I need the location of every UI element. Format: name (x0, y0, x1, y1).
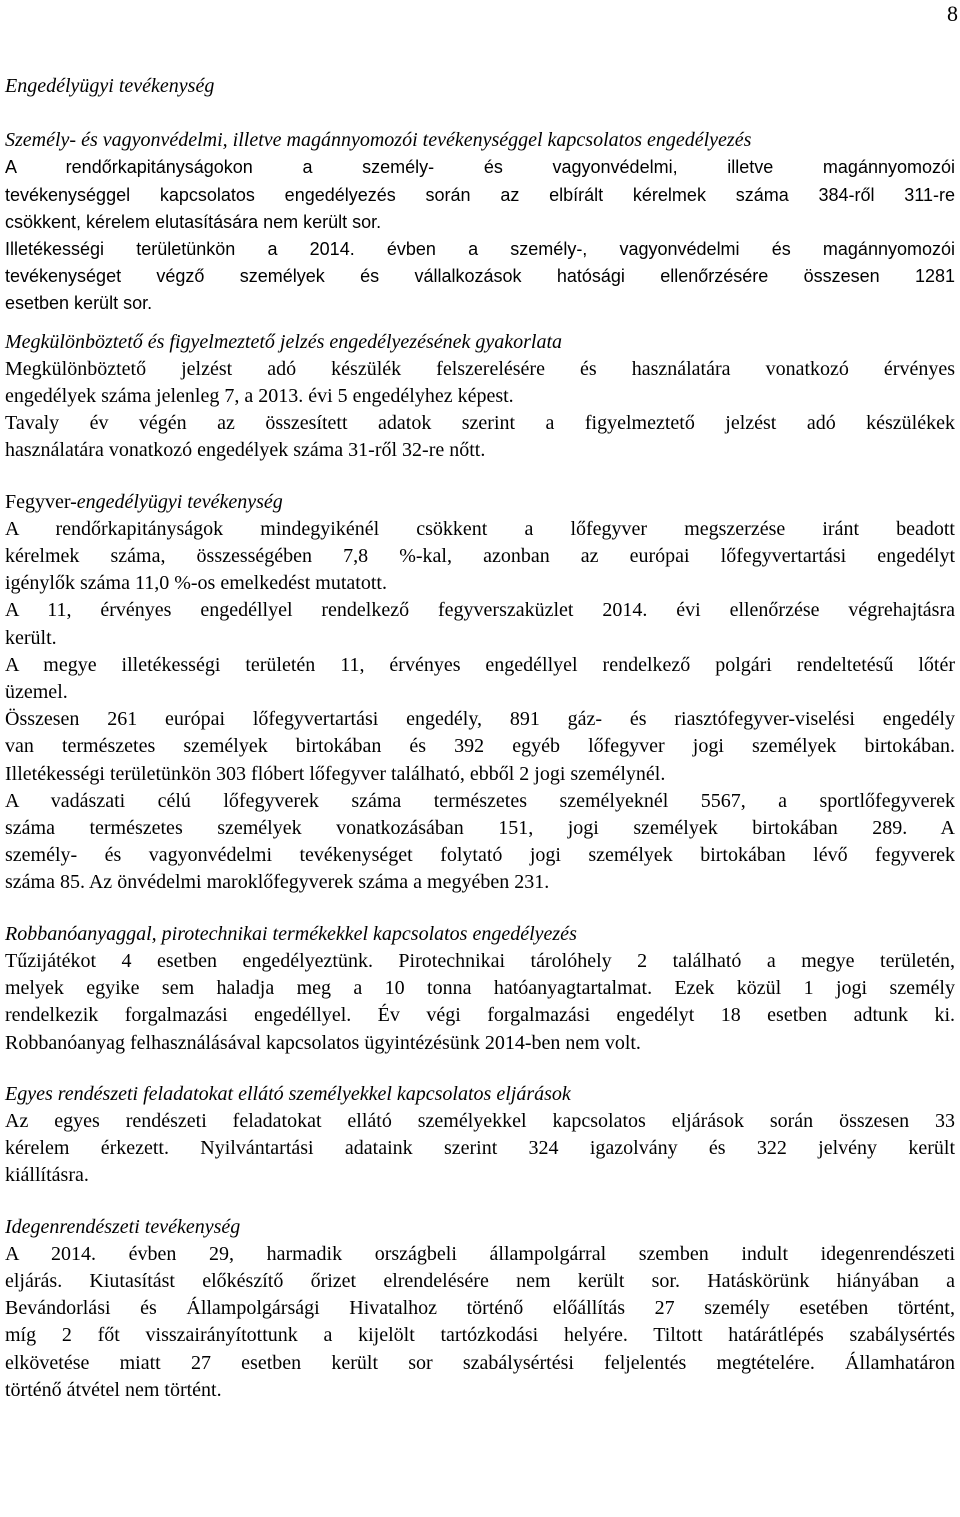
page-content (5, 73, 955, 1404)
text-line: kérelmek száma, összességében 7,8 %-kal, azonban az európai lőfegyvertartási engedélyt (5, 545, 955, 568)
text-line: eljárás. Kiutasítást előkészítő őrizet elrendelésére nem került sor. Hatáskörünk hiányában a (5, 1269, 955, 1292)
explosives-section (5, 921, 955, 1057)
text-line: engedélyek száma jelenleg 7, a 2013. évi 5 engedélyhez képest. (5, 385, 514, 408)
text-run: Illetékességi területünkön a 2014. (5, 239, 355, 260)
text-line: száma 85. Az önvédelmi maroklőfegyverek száma a megyében 231. (5, 871, 550, 894)
text-line: igénylők száma 11,0 %-os emelkedést mutatott. (5, 572, 387, 595)
signals-heading: Megkülönböztető és figyelmeztető jelzés engedélyezésének gyakorlata (5, 330, 563, 353)
text-line: Robbanóanyag felhasználásával kapcsolatos ügyintézésünk 2014-ben nem volt. (5, 1031, 641, 1054)
immigration-section (5, 1214, 955, 1404)
security-section (5, 127, 955, 317)
text-line: Megkülönböztető jelzést adó készülék felszerelésére és használatára vonatkozó érvényes (5, 357, 955, 380)
text-line: Bevándorlási és Állampolgársági Hivatalhoz történő előállítás 27 személy esetében történt, (5, 1297, 955, 1320)
policing-section (5, 1081, 955, 1190)
text-line: A rendőrkapitányságok mindegyikénél csökkent a lőfegyver megszerzése iránt beadott (5, 517, 955, 540)
text-line: esetben került sor. (5, 293, 153, 314)
page-number: 8 (947, 1, 958, 26)
text-line: A vadászati célú lőfegyverek száma természetes személyeknél 5567, a sportlőfegyverek (5, 789, 955, 812)
text-line: használatára vonatkozó engedélyek száma 31-ről 32-re nőtt. (5, 439, 486, 462)
explosives-heading: Robbanóanyaggal, pirotechnikai termékekkel kapcsolatos engedélyezés (5, 922, 577, 945)
firearms-paragraph-1 (5, 516, 955, 598)
text-line: csökkent, kérelem elutasítására nem került sor. (5, 211, 382, 232)
signals-paragraph-1 (5, 356, 955, 410)
text-line: míg 2 főt visszairányítottunk a kijelölt tartózkodási helyére. Tiltott határátlépés szabálysértés (5, 1324, 955, 1347)
text-line: került. (5, 626, 57, 649)
text-line: A 11, érvényes engedéllyel rendelkező fegyverszaküzlet 2014. évi ellenőrzése végrehajtásra (5, 599, 955, 622)
text-run: évben a személy-, vagyonvédelmi és magánnyomozói (354, 239, 955, 260)
signals-section (5, 329, 955, 465)
text-line: Illetékességi területünkön 303 flóbert lőfegyver található, ebből 2 jogi személynél. (5, 762, 666, 785)
firearms-paragraph-4 (5, 706, 955, 788)
text-line: A megye illetékességi területén 11, érvényes engedéllyel rendelkező polgári rendeltetésű lőtér (5, 653, 955, 676)
security-heading: Személy- és vagyonvédelmi, illetve magánnyomozói tevékenységgel kapcsolatos engedélyezés (5, 129, 752, 152)
firearms-heading-part-b: engedélyügyi tevékenység (76, 490, 283, 513)
text-line: van természetes személyek birtokában és 392 egyéb lőfegyver jogi személyek birtokában. (5, 735, 955, 758)
explosives-paragraph-1 (5, 948, 955, 1057)
text-line (5, 236, 955, 263)
text-line: tevékenységet végző személyek és vállalkozások hatósági ellenőrzésére összesen 1281 (5, 266, 955, 287)
text-line: Az egyes rendészeti feladatokat ellátó személyekkel kapcsolatos eljárások során összesen 33 (5, 1109, 955, 1132)
text-line: kérelem érkezett. Nyilvántartási adataink szerint 324 igazolvány és 322 jelvény került (5, 1137, 955, 1160)
licensing-heading: Engedélyügyi tevékenység (5, 75, 215, 97)
text-line: Összesen 261 európai lőfegyvertartási engedély, 891 gáz- és riasztófegyver-viselési engedély (5, 708, 955, 731)
text-line: kiállításra. (5, 1164, 89, 1187)
firearms-heading-part-a: Fegyver- (5, 490, 77, 513)
immigration-paragraph-1 (5, 1241, 955, 1404)
firearms-heading (5, 489, 955, 516)
text-line: rendelkezik forgalmazási engedéllyel. Év végi forgalmazási engedélyt 18 esetben adtunk ki. (5, 1004, 955, 1027)
immigration-heading: Idegenrendészeti tevékenység (5, 1215, 241, 1238)
text-line: A rendőrkapitányságokon a személy- és vagyonvédelmi, illetve magánnyomozói (5, 157, 955, 178)
firearms-paragraph-5 (5, 788, 955, 897)
text-line: A 2014. évben 29, harmadik országbeli állampolgárral szemben indult idegenrendészeti (5, 1242, 955, 1265)
text-line: száma természetes személyek vonatkozásában 151, jogi személyek birtokában 289. A (5, 817, 955, 840)
firearms-paragraph-3 (5, 652, 955, 706)
signals-paragraph-2 (5, 410, 955, 464)
text-line: melyek egyike sem haladja meg a 10 tonna hatóanyagtartalmat. Ezek közül 1 jogi személy (5, 977, 955, 1000)
text-line: Tavaly év végén az összesített adatok szerint a figyelmeztető jelzést adó készülékek (5, 412, 955, 435)
policing-paragraph-1 (5, 1108, 955, 1190)
security-paragraph-1 (5, 154, 955, 236)
security-paragraph-2 (5, 236, 955, 318)
firearms-paragraph-2 (5, 597, 955, 651)
policing-heading: Egyes rendészeti feladatokat ellátó személyekkel kapcsolatos eljárások (5, 1082, 571, 1105)
text-line: Tűzijátékot 4 esetben engedélyeztünk. Pirotechnikai tárolóhely 2 található a megye területén, (5, 949, 955, 972)
text-line: elkövetése miatt 27 esetben került sor szabálysértési feljelentés megtételére. Államhatáron (5, 1351, 955, 1374)
text-line: történő átvétel nem történt. (5, 1378, 222, 1401)
text-line: személy- és vagyonvédelmi tevékenységet folytató jogi személyek birtokában lévő fegyverek (5, 844, 955, 867)
text-line: tevékenységgel kapcsolatos engedélyezés során az elbírált kérelmek száma 384-ről 311-re (5, 184, 955, 205)
text-line: üzemel. (5, 681, 68, 704)
firearms-section (5, 489, 955, 897)
